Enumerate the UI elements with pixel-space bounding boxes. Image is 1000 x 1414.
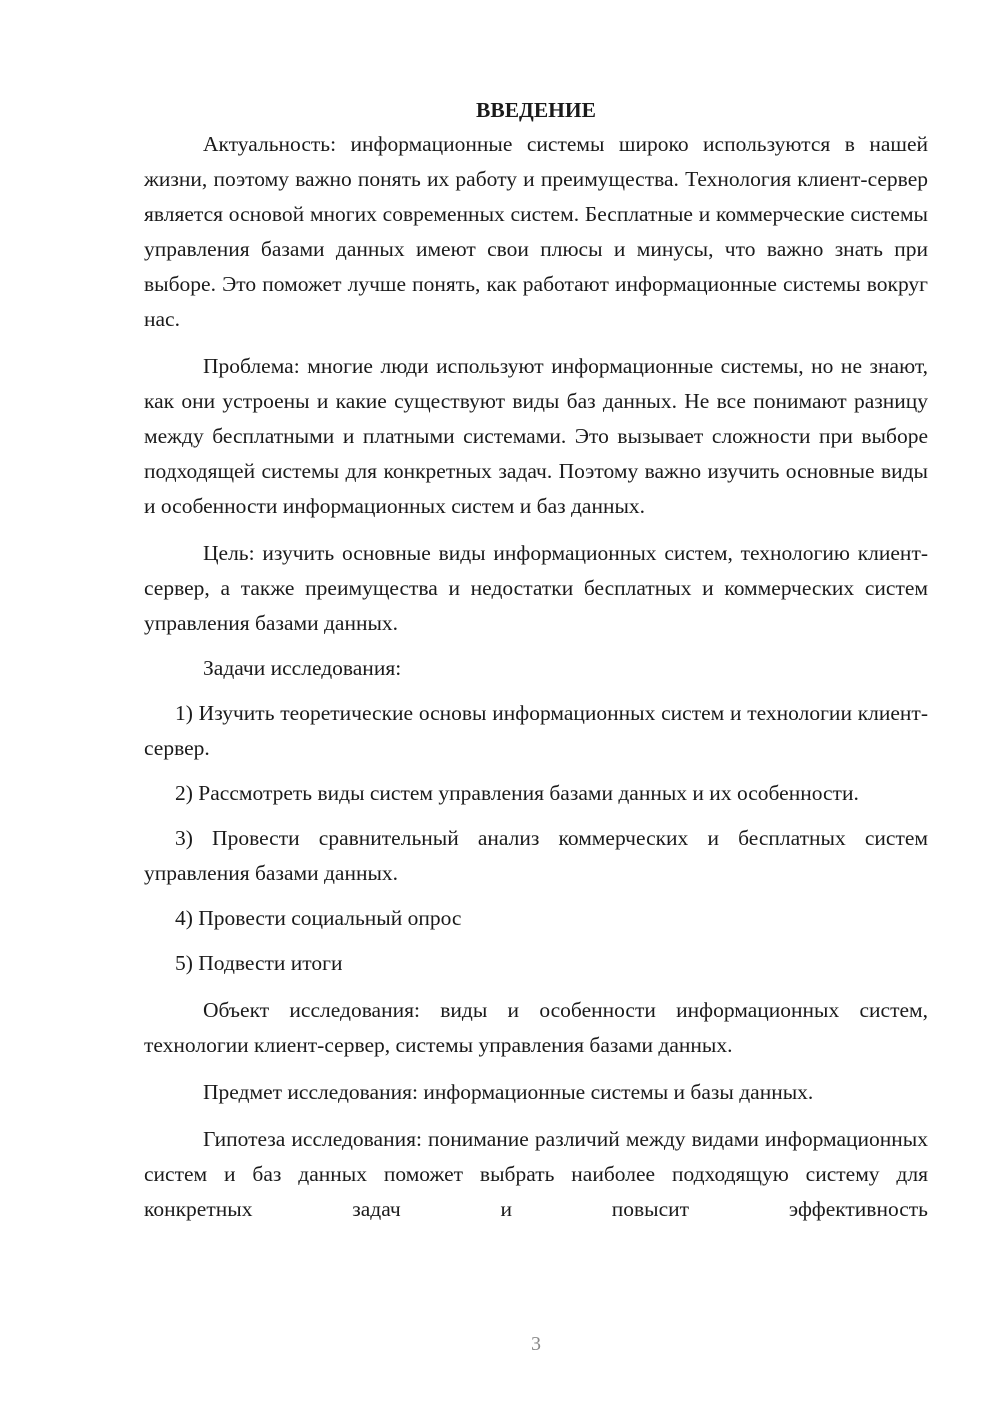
task-item-3: 3) Провести сравнительный анализ коммерческих и бесплатных систем управления базами данных. <box>144 826 928 885</box>
paragraph-hypothesis: Гипотеза исследования: понимание различий между видами информационных систем и баз данных поможет выбрать наиболее подходящую систему для конкретных задач и повысит эффективность <box>144 1127 928 1221</box>
paragraph-object: Объект исследования: виды и особенности информационных систем, технологии клиент-сервер, системы управления базами данных. <box>144 998 928 1057</box>
paragraph-goal: Цель: изучить основные виды информационных систем, технологию клиент-сервер, а также преимущества и недостатки бесплатных и коммерческих систем управления базами данных. <box>144 541 928 635</box>
page-title: ВВЕДЕНИЕ <box>476 98 596 122</box>
task-item-5: 5) Подвести итоги <box>175 951 343 975</box>
task-item-1: 1) Изучить теоретические основы информационных систем и технологии клиент-сервер. <box>144 701 928 760</box>
page-number: 3 <box>531 1333 541 1355</box>
page-content <box>144 94 928 1227</box>
paragraph-subject: Предмет исследования: информационные системы и базы данных. <box>203 1080 814 1104</box>
task-item-2: 2) Рассмотреть виды систем управления базами данных и их особенности. <box>175 781 859 805</box>
paragraph-problem: Проблема: многие люди используют информационные системы, но не знают, как они устроены и какие существуют виды баз данных. Не все понимают разницу между бесплатными и платными системами. Это вызывает сложности при выборе подходящей системы для конкретных задач. Поэтому важно изучить основные виды и особенности информационных систем и баз данных. <box>144 354 928 518</box>
task-item-4: 4) Провести социальный опрос <box>175 906 462 930</box>
paragraph-relevance: Актуальность: информационные системы широко используются в нашей жизни, поэтому важно понять их работу и преимущества. Технология клиент-сервер является основой многих современных систем. Бесплатные и коммерческие системы управления базами данных имеют свои плюсы и минусы, что важно знать при выборе. Это поможет лучше понять, как работают информационные системы вокруг нас. <box>144 132 928 331</box>
tasks-heading: Задачи исследования: <box>203 656 402 680</box>
